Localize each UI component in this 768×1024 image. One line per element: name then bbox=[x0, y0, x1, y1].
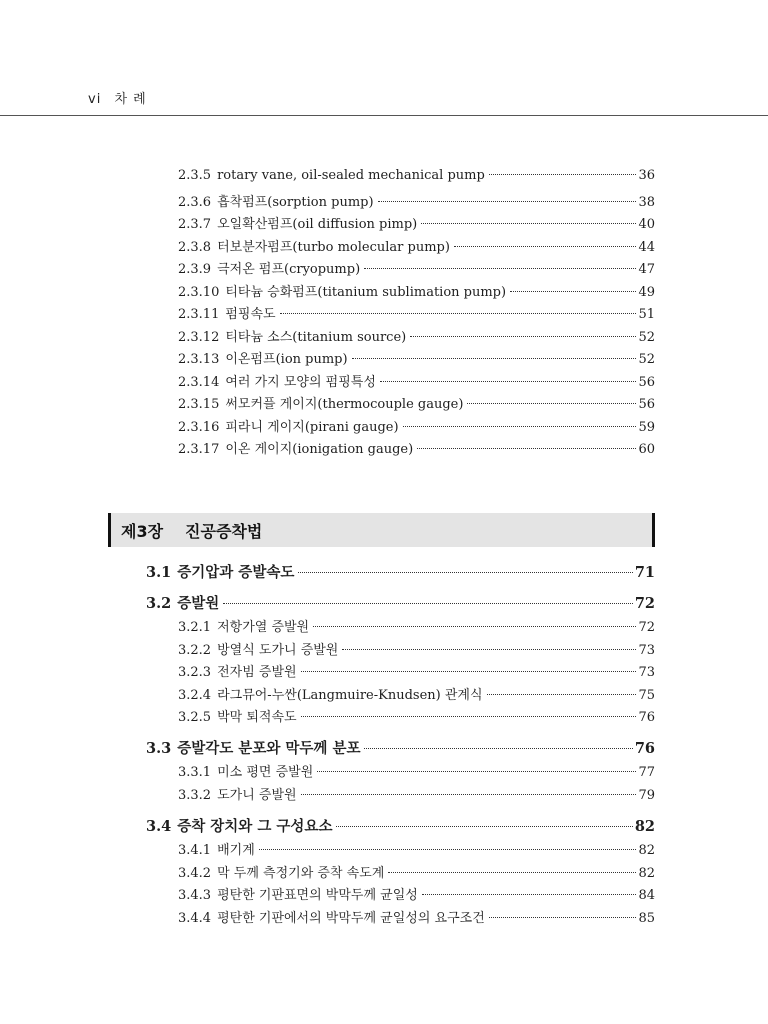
entry-page: 71 bbox=[634, 564, 655, 581]
toc-subsection-entry bbox=[178, 281, 655, 300]
dot-leader bbox=[489, 917, 637, 918]
entry-title: 여러 가지 모양의 펌핑특성 bbox=[225, 374, 376, 390]
entry-number: 3.2.5 bbox=[178, 710, 212, 725]
dot-leader bbox=[301, 794, 637, 795]
entry-page: 56 bbox=[638, 374, 655, 390]
entry-title: 극저온 펌프(cryopump) bbox=[217, 262, 361, 277]
entry-page: 73 bbox=[638, 665, 655, 680]
entry-title: 증발각도 분포와 막두께 분포 bbox=[177, 740, 361, 757]
toc-subsection-entry bbox=[178, 684, 655, 703]
entry-number: 3.4.3 bbox=[178, 888, 212, 903]
entry-title: 막 두께 측정기와 증착 속도계 bbox=[217, 865, 385, 881]
entry-title: 이온 게이지(ionigation gauge) bbox=[225, 442, 414, 457]
entry-number: 3.2.2 bbox=[178, 642, 212, 658]
dot-leader bbox=[364, 748, 632, 749]
entry-page: 51 bbox=[638, 307, 655, 322]
toc-subsection-entry bbox=[178, 348, 655, 367]
entry-page: 77 bbox=[638, 765, 655, 780]
entry-page: 44 bbox=[638, 239, 655, 255]
entry-page: 73 bbox=[638, 642, 655, 658]
entry-number: 3.3.1 bbox=[178, 765, 212, 780]
entry-number: 3.2.4 bbox=[178, 687, 212, 703]
running-head-title: 차 례 bbox=[114, 92, 147, 107]
dot-leader bbox=[342, 649, 636, 650]
toc-subsection-entry bbox=[178, 661, 655, 680]
entry-number: 3.2.1 bbox=[178, 620, 212, 635]
toc-subsection-entry bbox=[178, 784, 655, 803]
entry-number: 3.4.4 bbox=[178, 910, 212, 926]
entry-title: 평탄한 기판에서의 박막두께 균일성의 요구조건 bbox=[217, 910, 485, 926]
entry-title: 증착 장치와 그 구성요소 bbox=[177, 818, 333, 835]
toc-subsection-entry bbox=[178, 706, 655, 725]
dot-leader bbox=[489, 174, 637, 175]
entry-title: 라그뮤어-누싼(Langmuire-Knudsen) 관계식 bbox=[217, 687, 483, 703]
entry-number: 2.3.15 bbox=[178, 397, 220, 412]
entry-title: 오일확산펌프(oil diffusion pimp) bbox=[217, 217, 418, 232]
entry-page: 36 bbox=[638, 168, 655, 183]
entry-page: 72 bbox=[638, 620, 655, 635]
entry-number: 2.3.14 bbox=[178, 374, 220, 390]
dot-leader bbox=[487, 694, 637, 695]
entry-page: 60 bbox=[638, 442, 655, 457]
dot-leader bbox=[317, 771, 636, 772]
dot-leader bbox=[352, 358, 637, 359]
entry-title: 박막 퇴적속도 bbox=[217, 710, 297, 725]
entry-number: 3.4.1 bbox=[178, 843, 212, 858]
chapter-heading bbox=[108, 513, 655, 547]
toc-section-entry bbox=[146, 815, 655, 836]
entry-page: 79 bbox=[638, 787, 655, 803]
dot-leader bbox=[421, 223, 636, 224]
toc-subsection-entry bbox=[178, 761, 655, 780]
toc-subsection-entry bbox=[178, 236, 655, 255]
dot-leader bbox=[298, 572, 632, 573]
entry-title: 피라니 게이지(pirani gauge) bbox=[225, 419, 399, 435]
entry-title: 배기계 bbox=[217, 843, 255, 858]
entry-title: 써모커플 게이지(thermocouple gauge) bbox=[225, 397, 464, 412]
entry-title: 도가니 증발원 bbox=[217, 787, 297, 803]
entry-page: 75 bbox=[638, 687, 655, 703]
entry-title: 방열식 도가니 증발원 bbox=[217, 642, 339, 658]
toc-subsection-entry bbox=[178, 213, 655, 232]
entry-title: 티타늄 소스(titanium source) bbox=[225, 329, 407, 345]
entry-number: 2.3.7 bbox=[178, 217, 212, 232]
entry-number: 2.3.17 bbox=[178, 442, 220, 457]
toc-subsection-entry bbox=[178, 371, 655, 390]
page-number: vi bbox=[88, 92, 102, 107]
dot-leader bbox=[388, 872, 636, 873]
entry-number: 2.3.6 bbox=[178, 194, 212, 210]
entry-title: rotary vane, oil-sealed mechanical pump bbox=[217, 168, 485, 183]
entry-number: 2.3.13 bbox=[178, 352, 220, 367]
entry-page: 76 bbox=[634, 740, 655, 757]
entry-title: 전자빔 증발원 bbox=[217, 665, 297, 680]
dot-leader bbox=[259, 849, 637, 850]
chapter-number: 제3장 bbox=[121, 521, 164, 541]
entry-page: 38 bbox=[638, 194, 655, 210]
entry-number: 3.1 bbox=[146, 564, 172, 581]
toc-section-entry bbox=[146, 561, 655, 582]
entry-number: 2.3.5 bbox=[178, 168, 212, 183]
entry-number: 3.2 bbox=[146, 595, 172, 612]
dot-leader bbox=[422, 894, 637, 895]
entry-number: 3.4 bbox=[146, 818, 172, 835]
toc-section-entry bbox=[146, 592, 655, 613]
dot-leader bbox=[301, 716, 637, 717]
chapter-title: 진공증착법 bbox=[185, 521, 263, 541]
toc-subsection-entry bbox=[178, 416, 655, 435]
dot-leader bbox=[364, 268, 636, 269]
dot-leader bbox=[467, 403, 636, 404]
dot-leader bbox=[223, 603, 633, 604]
toc-subsection-entry bbox=[178, 168, 655, 183]
dot-leader bbox=[313, 626, 636, 627]
entry-page: 56 bbox=[638, 397, 655, 412]
toc-section-entry bbox=[146, 737, 655, 758]
entry-page: 85 bbox=[638, 910, 655, 926]
entry-number: 3.2.3 bbox=[178, 665, 212, 680]
dot-leader bbox=[454, 246, 637, 247]
entry-title: 터보분자펌프(turbo molecular pump) bbox=[217, 239, 450, 255]
entry-page: 82 bbox=[638, 843, 655, 858]
entry-number: 2.3.12 bbox=[178, 329, 220, 345]
entry-page: 40 bbox=[638, 217, 655, 232]
entry-title: 증발원 bbox=[177, 595, 220, 612]
entry-title: 흡착펌프(sorption pump) bbox=[217, 194, 374, 210]
entry-page: 72 bbox=[634, 595, 655, 612]
entry-number: 3.3 bbox=[146, 740, 172, 757]
toc-subsection-entry bbox=[178, 616, 655, 635]
running-head bbox=[88, 88, 147, 107]
entry-page: 52 bbox=[638, 352, 655, 367]
toc-subsection-entry bbox=[178, 839, 655, 858]
dot-leader bbox=[336, 826, 632, 827]
entry-page: 52 bbox=[638, 329, 655, 345]
toc-subsection-entry bbox=[178, 303, 655, 322]
toc-subsection-entry bbox=[178, 326, 655, 345]
toc-subsection-entry bbox=[178, 907, 655, 926]
entry-page: 47 bbox=[638, 262, 655, 277]
entry-number: 2.3.11 bbox=[178, 307, 220, 322]
entry-title: 티타늄 승화펌프(titanium sublimation pump) bbox=[225, 284, 507, 300]
entry-number: 3.4.2 bbox=[178, 865, 212, 881]
dot-leader bbox=[301, 671, 637, 672]
entry-title: 미소 평면 증발원 bbox=[217, 765, 314, 780]
toc-subsection-entry bbox=[178, 884, 655, 903]
entry-number: 3.3.2 bbox=[178, 787, 212, 803]
dot-leader bbox=[510, 291, 636, 292]
entry-title: 증기압과 증발속도 bbox=[177, 564, 295, 581]
toc-subsection-entry bbox=[178, 862, 655, 881]
entry-title: 이온펌프(ion pump) bbox=[225, 352, 348, 367]
dot-leader bbox=[410, 336, 636, 337]
dot-leader bbox=[417, 448, 636, 449]
entry-title: 펌핑속도 bbox=[225, 307, 276, 322]
entry-number: 2.3.10 bbox=[178, 284, 220, 300]
entry-page: 84 bbox=[638, 888, 655, 903]
header-rule bbox=[0, 115, 768, 116]
entry-page: 82 bbox=[638, 865, 655, 881]
entry-page: 49 bbox=[638, 284, 655, 300]
entry-page: 76 bbox=[638, 710, 655, 725]
toc-subsection-entry bbox=[178, 639, 655, 658]
entry-title: 평탄한 기판표면의 박막두께 균일성 bbox=[217, 888, 418, 903]
toc-subsection-entry bbox=[178, 438, 655, 457]
toc-subsection-entry bbox=[178, 191, 655, 210]
entry-number: 2.3.16 bbox=[178, 419, 220, 435]
toc-subsection-entry bbox=[178, 393, 655, 412]
toc-subsection-entry bbox=[178, 258, 655, 277]
entry-number: 2.3.8 bbox=[178, 239, 212, 255]
dot-leader bbox=[280, 313, 637, 314]
dot-leader bbox=[378, 201, 637, 202]
entry-title: 저항가열 증발원 bbox=[217, 620, 310, 635]
entry-page: 82 bbox=[634, 818, 655, 835]
dot-leader bbox=[380, 381, 637, 382]
entry-number: 2.3.9 bbox=[178, 262, 212, 277]
entry-page: 59 bbox=[638, 419, 655, 435]
dot-leader bbox=[403, 426, 637, 427]
